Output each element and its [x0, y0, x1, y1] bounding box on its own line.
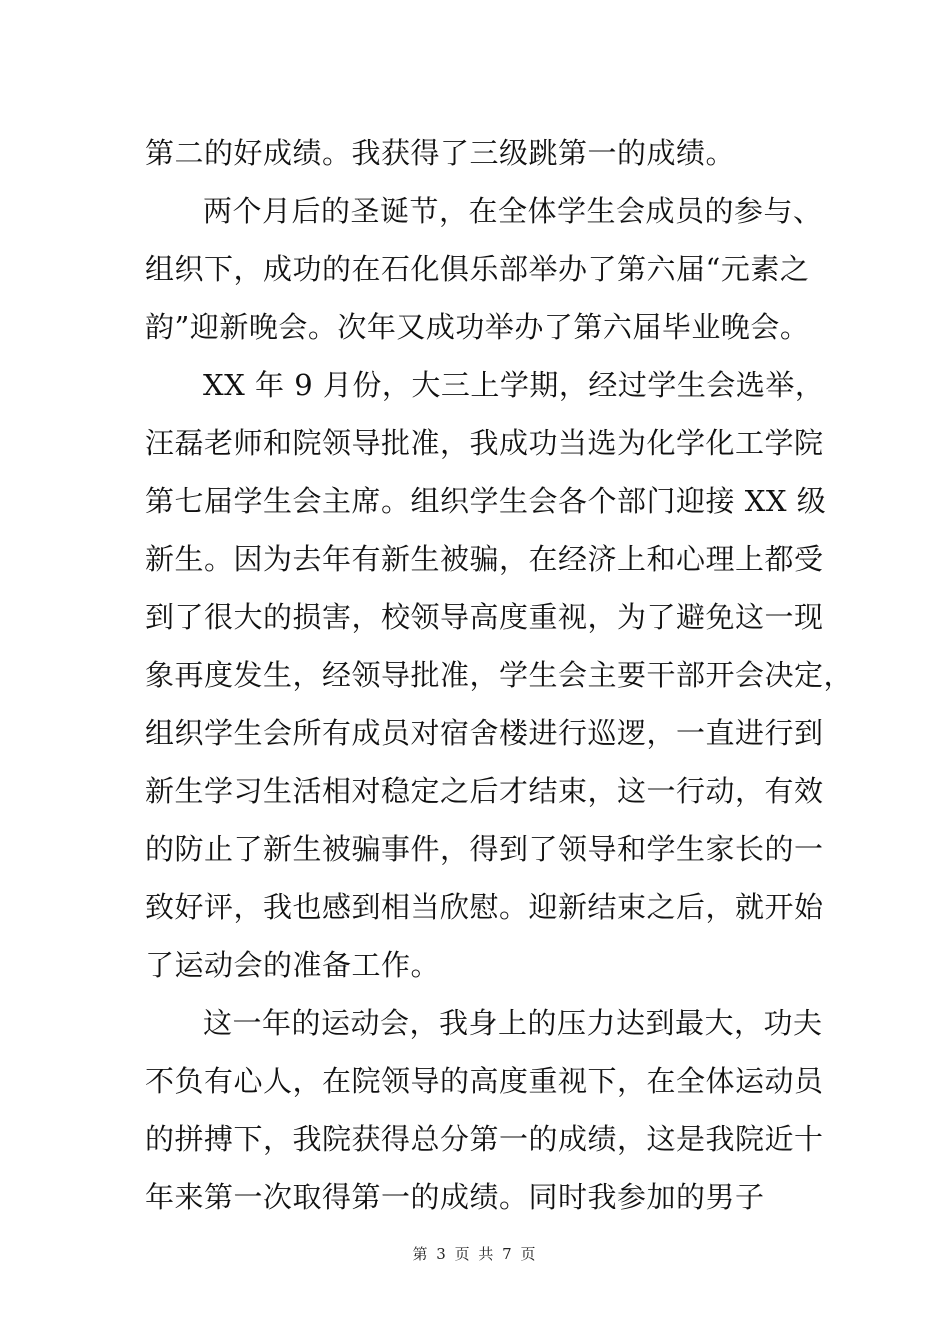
text-line: 组织学生会所有成员对宿舍楼进行巡逻，一直进行到: [145, 716, 824, 750]
text-line: 不负有心人，在院领导的高度重视下，在全体运动员: [145, 1064, 824, 1098]
text-line: 组织下，成功的在石化俱乐部举办了第六届“元素之: [145, 252, 810, 286]
text-line: 汪磊老师和院领导批准，我成功当选为化学化工学院: [145, 426, 824, 460]
text-line: 年来第一次取得第一的成绩。同时我参加的男子: [145, 1180, 765, 1214]
text-line: 第二的好成绩。我获得了三级跳第一的成绩。: [145, 136, 736, 170]
text-line: 象再度发生，经领导批准，学生会主要干部开会决定，: [145, 658, 854, 692]
text-line: 韵”迎新晚会。次年又成功举办了第六届毕业晚会。: [145, 310, 810, 344]
text-line: XX 年 9 月份，大三上学期，经过学生会选举，: [203, 368, 825, 402]
text-line: 两个月后的圣诞节，在全体学生会成员的参与、: [203, 194, 823, 228]
text-line: 的拼搏下，我院获得总分第一的成绩，这是我院近十: [145, 1122, 824, 1156]
body-text: [145, 124, 854, 1226]
text-line: 了运动会的准备工作。: [145, 948, 441, 982]
text-line: 第七届学生会主席。组织学生会各个部门迎接 XX 级: [145, 484, 827, 518]
text-line: 这一年的运动会，我身上的压力达到最大，功夫: [203, 1006, 823, 1040]
page-number-footer: 第 3 页 共 7 页: [412, 1245, 538, 1263]
text-line: 的防止了新生被骗事件，得到了领导和学生家长的一: [145, 832, 824, 866]
text-line: 新生学习生活相对稳定之后才结束，这一行动，有效: [145, 774, 824, 808]
text-line: 到了很大的损害，校领导高度重视，为了避免这一现: [145, 600, 824, 634]
text-line: 致好评，我也感到相当欣慰。迎新结束之后，就开始: [145, 890, 824, 924]
text-line: 新生。因为去年有新生被骗，在经济上和心理上都受: [145, 542, 824, 576]
